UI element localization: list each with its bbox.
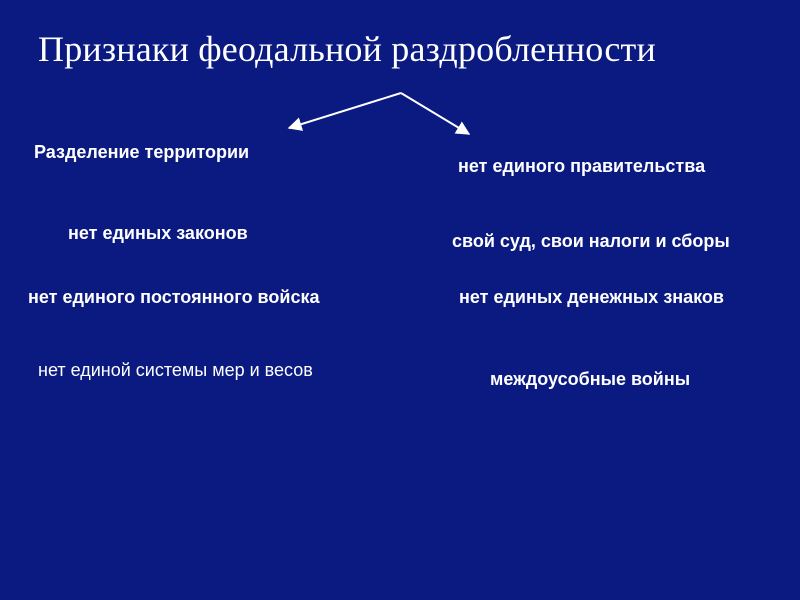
arrow-right <box>401 93 469 134</box>
arrow-left <box>289 93 401 128</box>
item-own-court-taxes: свой суд, свои налоги и сборы <box>452 231 730 251</box>
item-no-measures-system: нет единой системы мер и весов <box>38 360 313 380</box>
item-territory-division: Разделение территории <box>34 142 250 162</box>
item-no-standing-army: нет единого постоянного войска <box>28 287 320 307</box>
item-internecine-wars: междоусобные войны <box>490 369 691 389</box>
slide-title: Признаки феодальной раздробленности <box>38 29 656 69</box>
item-no-common-laws: нет единых законов <box>68 223 248 243</box>
item-no-currency: нет единых денежных знаков <box>459 287 724 307</box>
item-no-government: нет единого правительства <box>458 156 706 176</box>
